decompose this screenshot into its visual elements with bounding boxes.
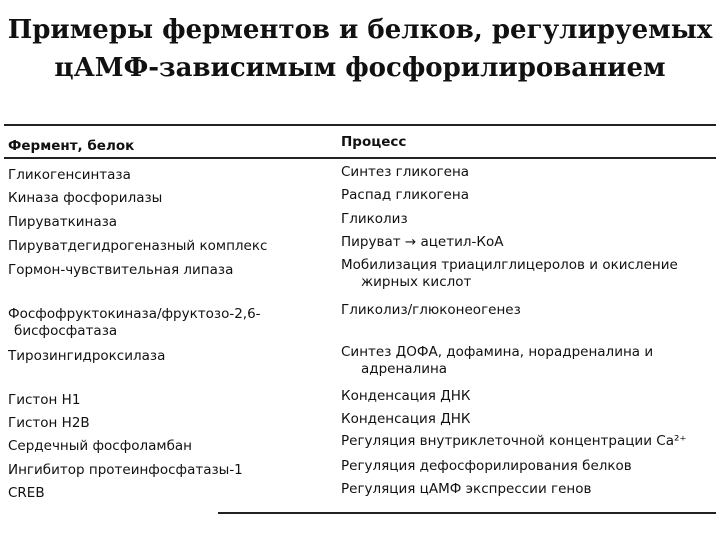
table-cell-enzyme: Гликогенсинтаза (8, 167, 131, 183)
table-cell-enzyme-continued: бисфосфатаза (14, 323, 118, 339)
table-cell-process: Регуляция цАМФ экспрессии генов (341, 481, 592, 497)
table-cell-enzyme: CREB (8, 485, 45, 501)
table-cell-process: Гликолиз (341, 211, 408, 227)
table-cell-enzyme: Пируватдегидрогеназный комплекс (8, 238, 268, 254)
table-cell-process-continued: адреналина (361, 361, 448, 377)
table-header-rule (4, 157, 716, 159)
column-header-process: Процесс (341, 134, 407, 150)
table-cell-enzyme: Сердечный фосфоламбан (8, 438, 193, 454)
slide-title-line-1: Примеры ферментов и белков, регулируемых (7, 15, 713, 45)
table-cell-process: Мобилизация триацилглицеролов и окисление (341, 257, 678, 273)
table-cell-process: Регуляция дефосфорилирования белков (341, 458, 632, 474)
table-cell-enzyme: Гистон H1 (8, 392, 81, 408)
table-cell-enzyme: Тирозингидроксилаза (8, 348, 166, 364)
table-cell-process: Гликолиз/глюконеогенез (341, 302, 521, 318)
table-cell-process: Синтез ДОФА, дофамина, норадреналина и (341, 344, 654, 360)
table-cell-process: Конденсация ДНК (341, 388, 471, 404)
table-cell-process-continued: жирных кислот (361, 274, 472, 290)
table-cell-process: Распад гликогена (341, 187, 469, 203)
table-cell-enzyme: Ингибитор протеинфосфатазы-1 (8, 462, 243, 478)
table-bottom-rule (218, 512, 716, 514)
table-cell-process: Синтез гликогена (341, 164, 470, 180)
table-cell-enzyme: Фосфофруктокиназа/фруктозо-2,6- (8, 306, 261, 322)
table-top-rule (4, 124, 716, 126)
column-header-enzyme: Фермент, белок (8, 138, 135, 154)
table-cell-enzyme: Киназа фосфорилазы (8, 190, 163, 206)
table-cell-process: Пируват → ацетил-КоА (341, 234, 504, 250)
table-cell-enzyme: Гистон H2B (8, 415, 90, 431)
table-cell-process: Регуляция внутриклеточной концентрации Ca²⁺ (341, 433, 687, 449)
slide-title-line-2: цАМФ-зависимым фосфорилированием (54, 53, 666, 83)
table-cell-process: Конденсация ДНК (341, 411, 471, 427)
table-cell-enzyme: Пируваткиназа (8, 214, 118, 230)
table-cell-enzyme: Гормон-чувствительная липаза (8, 262, 234, 278)
